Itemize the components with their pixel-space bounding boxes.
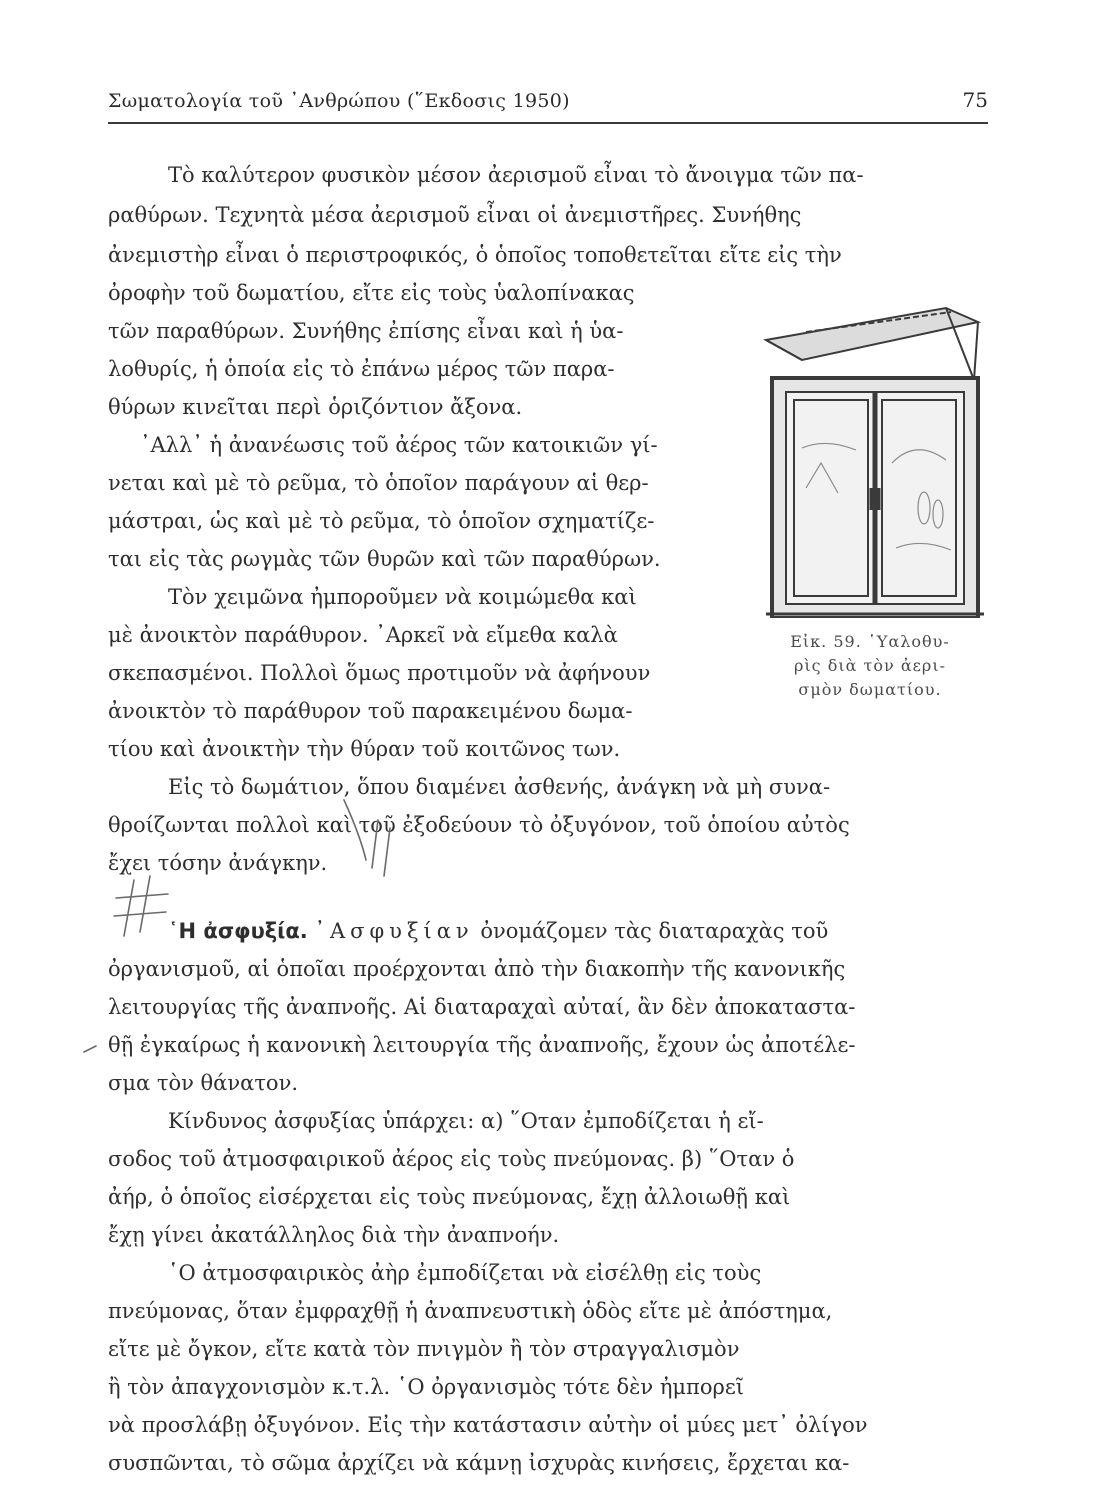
transom-pane [766,308,978,360]
text-fragment: ὀνομάζομεν τὰς διαταραχὰς τοῦ [480,919,829,943]
text-line: λειτουργίας τῆς ἀναπνοῆς. Αἱ διαταραχαὶ αὐταί, ἂν δὲν ἀποκαταστα- [108,995,856,1019]
text-line: Τὸ καλύτερον φυσικὸν μέσον ἀερισμοῦ εἶναι τὸ ἄνοιγμα τῶν πα- [168,163,864,187]
spaced-term: ᾿Ασφυξίαν [314,919,474,943]
text-line: ῾Ο ἀτμοσφαιρικὸς ἀὴρ ἐμποδίζεται νὰ εἰσέλθῃ εἰς τοὺς [168,1261,762,1285]
text-line: ἔχῃ γίνει ἀκατάλληλος διὰ τὴν ἀναπνοήν. [108,1223,560,1247]
text-line: ᾿Αλλ᾿ ἡ ἀνανέωσις τοῦ ἀέρος τῶν κατοικιῶν γί- [140,433,658,457]
text-line: τῶν παραθύρων. Συνήθης ἐπίσης εἶναι καὶ ἡ ὑα- [108,319,624,343]
text-line: θῇ ἐγκαίρως ἡ κανονικὴ λειτουργία τῆς ἀναπνοῆς, ἔχουν ὡς ἀποτέλε- [108,1033,856,1057]
caption-line: ρὶς διὰ τὸν ἀερι- [794,656,946,675]
caption-line: Εἰκ. 59. ῾Υαλοθυ- [790,632,950,651]
text-line: νεται καὶ μὲ τὸ ρεῦμα, τὸ ὁποῖον παράγουν αἱ θερ- [108,471,649,495]
text-line: συσπῶνται, τὸ σῶμα ἀρχίζει νὰ κάμνῃ ἰσχυρὰς κινήσεις, ἔρχεται κα- [108,1451,850,1475]
running-header [108,88,988,124]
figure-caption [752,630,988,702]
text-line: πνεύμονας, ὅταν ἐμφραχθῇ ἡ ἀναπνευστικὴ ὁδὸς εἴτε μὲ ἀπόστημα, [108,1299,833,1323]
text-line: σμα τὸν θάνατον. [108,1071,299,1095]
text-line: μάστραι, ὡς καὶ μὲ τὸ ρεῦμα, τὸ ὁποῖον σχηματίζε- [108,509,655,533]
text-line: νὰ προσλάβῃ ὀξυγόνον. Εἰς τὴν κατάστασιν αὐτὴν οἱ μύες μετ᾿ ὀλίγον [108,1413,868,1437]
text-line: μὲ ἀνοικτὸν παράθυρον. ᾿Αρκεῖ νὰ εἴμεθα καλὰ [108,623,618,647]
text-line: σκεπασμένοι. Πολλοὶ ὅμως προτιμοῦν νὰ ἀφήνουν [108,661,651,685]
text-line: ραθύρων. Τεχνητὰ μέσα ἀερισμοῦ εἶναι οἱ ἀνεμιστῆρες. Συνήθης [108,203,802,227]
page-number: 75 [962,88,988,112]
text-line: ται εἰς τὰς ρωγμὰς τῶν θυρῶν καὶ τῶν παραθύρων. [108,547,661,571]
text-line: θύρων κινεῖται περὶ ὁριζόντιον ἄξονα. [108,395,523,419]
caption-line: σμὸν δωματίου. [798,680,942,699]
pencil-stroke [116,894,168,898]
text-line: Εἰς τὸ δωμάτιον, ὅπου διαμένει ἀσθενής, ἀνάγκη νὰ μὴ συνα- [168,775,831,799]
section-heading-line [108,916,988,946]
text-line: τίου καὶ ἀνοικτὴν τὴν θύραν τοῦ κοιτῶνος των. [108,737,621,761]
running-title: Σωματολογία τοῦ ᾿Ανθρώπου (῞Εκδοσις 1950) [108,90,570,112]
text-line: ἢ τὸν ἀπαγχονισμὸν κ.τ.λ. ῾Ο ὀργανισμὸς τότε δὲν ἠμπορεῖ [108,1375,744,1399]
text-line: Κίνδυνος ἀσφυξίας ὑπάρχει: α) ῞Οταν ἐμποδίζεται ἡ εἴ- [168,1109,764,1133]
pencil-stroke [84,1046,96,1052]
text-line: ἔχει τόσην ἀνάγκην. [108,851,328,875]
window-illustration [746,288,986,618]
text-line: ὀργανισμοῦ, αἱ ὁποῖαι προέρχονται ἀπὸ τὴν διακοπὴν τῆς κανονικῆς [108,957,846,981]
text-line: ἀήρ, ὁ ὁποῖος εἰσέρχεται εἰς τοὺς πνεύμονας, ἔχῃ ἀλλοιωθῇ καὶ [108,1185,791,1209]
text-line: σοδος τοῦ ἀτμοσφαιρικοῦ ἀέρος εἰς τοὺς πνεύμονας. β) ῞Οταν ὁ [108,1147,795,1171]
text-line: Τὸν χειμῶνα ἠμποροῦμεν νὰ κοιμώμεθα καὶ [168,585,637,609]
text-line: ἀνοικτὸν τὸ παράθυρον τοῦ παρακειμένου δωμα- [108,699,633,723]
section-heading: ῾Η ἀσφυξία. [168,919,308,943]
text-line: ὀροφὴν τοῦ δωματίου, εἴτε εἰς τοὺς ὑαλοπίνακας [108,281,635,305]
text-line: λοθυρίς, ἡ ὁποία εἰς τὸ ἐπάνω μέρος τῶν παρα- [108,357,615,381]
text-line: θροίζωνται πολλοὶ καὶ τοῦ ἐξοδεύουν τὸ ὀξυγόνον, τοῦ ὁποίου αὐτὸς [108,813,850,837]
text-line: εἴτε μὲ ὄγκον, εἴτε κατὰ τὸν πνιγμὸν ἢ τὸν στραγγαλισμὸν [108,1337,740,1361]
text-line: ἀνεμιστὴρ εἶναι ὁ περιστροφικός, ὁ ὁποῖος τοποθετεῖται εἴτε εἰς τὴν [108,243,842,267]
